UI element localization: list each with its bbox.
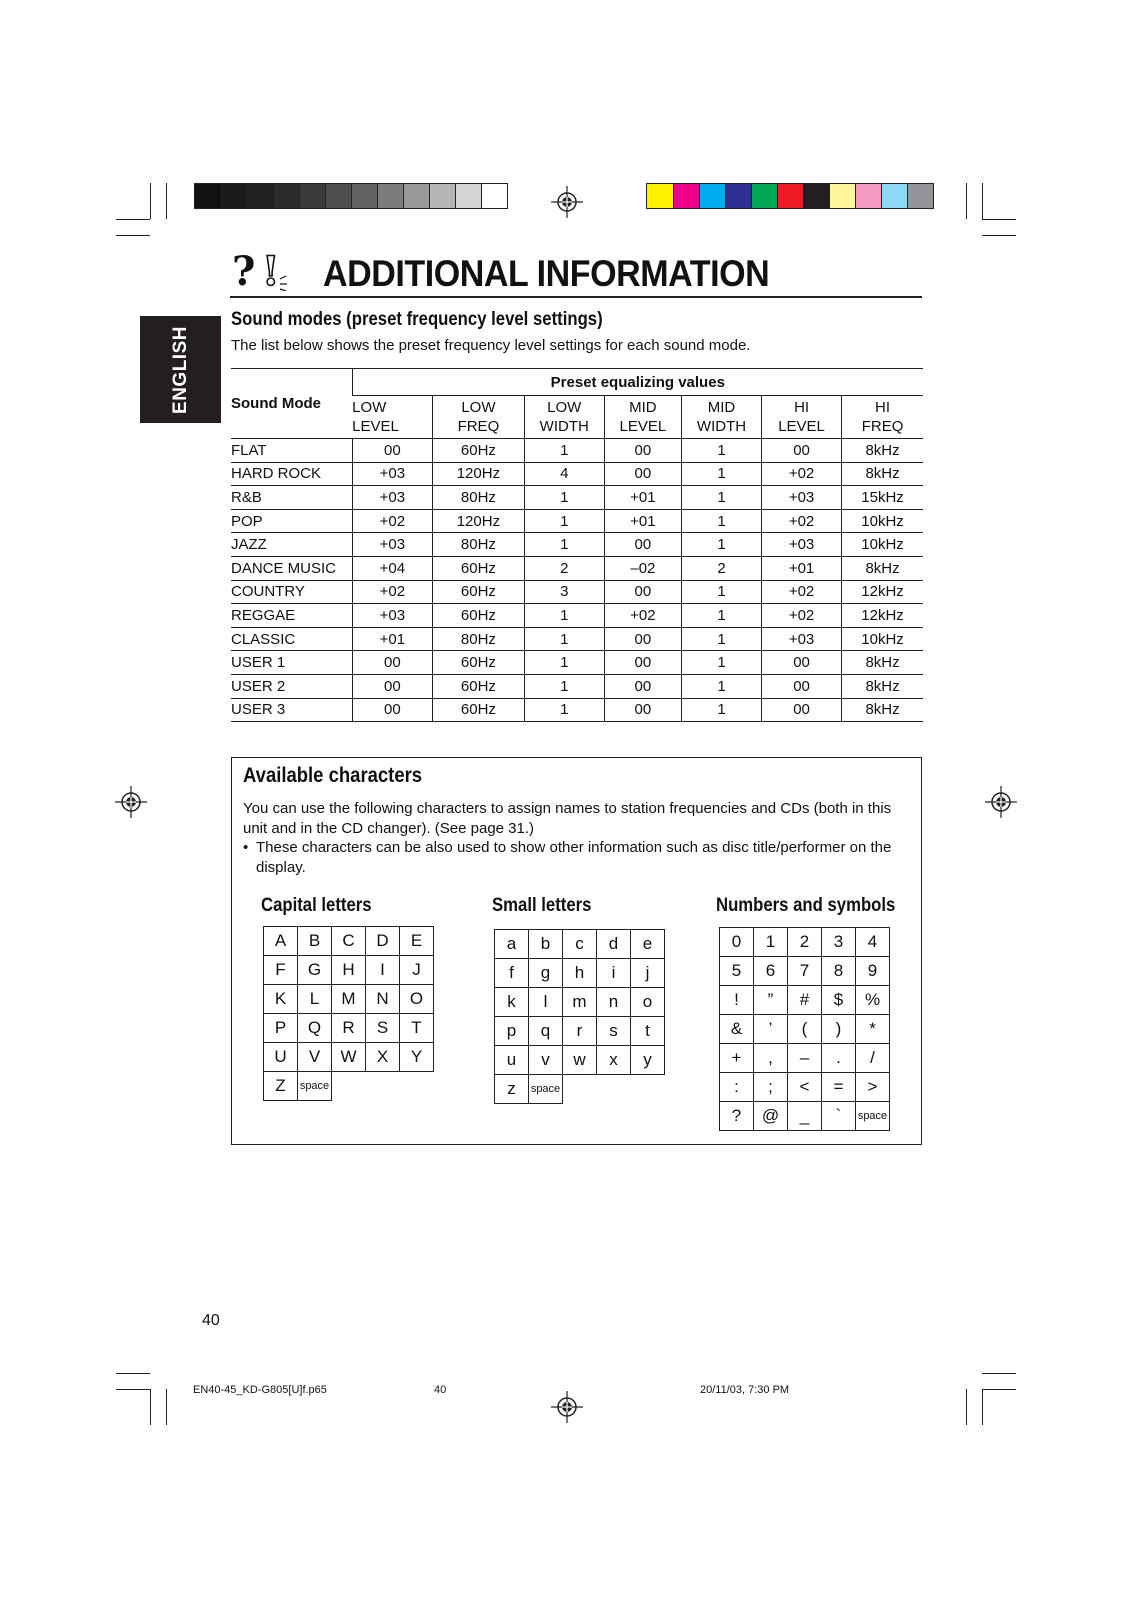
column-header-line: LOW: [547, 399, 582, 416]
character-cell: K: [264, 985, 298, 1014]
preset-value-cell: 1: [524, 439, 604, 463]
character-cell: ’: [754, 1015, 788, 1044]
preset-value-cell: 00: [604, 651, 681, 675]
character-cell: T: [400, 1014, 434, 1043]
character-cell: Q: [298, 1014, 332, 1043]
registration-mark-icon: [551, 1391, 583, 1423]
color-swatch: [455, 184, 481, 208]
character-cell: ?: [720, 1102, 754, 1131]
table-row: [231, 556, 923, 580]
table-row: [231, 533, 923, 557]
sound-modes-heading: Sound modes (preset frequency level settings): [231, 309, 603, 330]
preset-value-cell: 1: [681, 698, 761, 722]
grid-row: [720, 1073, 890, 1102]
preset-value-cell: +03: [352, 533, 433, 557]
character-cell: v: [529, 1046, 563, 1075]
sound-mode-name: JAZZ: [231, 536, 267, 554]
character-cell: d: [597, 930, 631, 959]
preset-value-cell: 00: [604, 462, 681, 486]
preset-value-cell: 3: [524, 580, 604, 604]
grid-row: [720, 957, 890, 986]
table-row: [231, 580, 923, 604]
preset-value-cell: 15kHz: [842, 486, 923, 510]
preset-value-cell: 00: [352, 674, 433, 698]
empty-cell: [400, 1072, 434, 1101]
preset-column-header: [842, 396, 923, 439]
preset-value-cell: +02: [352, 509, 433, 533]
grid-row: [720, 1102, 890, 1131]
table-row: [231, 439, 923, 463]
column-header-line: FREQ: [861, 418, 904, 435]
character-cell: ): [822, 1015, 856, 1044]
color-swatch: [429, 184, 455, 208]
preset-value-cell: 60Hz: [433, 604, 525, 628]
preset-value-cell: +02: [762, 604, 842, 628]
empty-cell: [597, 1075, 631, 1104]
color-swatch: [881, 184, 907, 208]
capital-letters-grid: [263, 926, 434, 1101]
grid-row: [264, 1014, 434, 1043]
character-cell: l: [529, 988, 563, 1017]
preset-value-cell: 1: [681, 651, 761, 675]
character-cell: space: [856, 1102, 890, 1131]
character-cell: e: [631, 930, 665, 959]
column-header-line: MID: [707, 399, 736, 416]
preset-value-cell: 10kHz: [842, 533, 923, 557]
preset-value-cell: +04: [352, 556, 433, 580]
preset-value-cell: 00: [604, 580, 681, 604]
preset-value-cell: 80Hz: [433, 627, 525, 651]
character-cell: ,: [754, 1044, 788, 1073]
character-cell: ”: [754, 986, 788, 1015]
color-swatch: [221, 184, 247, 208]
character-cell: g: [529, 959, 563, 988]
preset-value-cell: 1: [524, 604, 604, 628]
preset-value-cell: 60Hz: [433, 674, 525, 698]
character-cell: Y: [400, 1043, 434, 1072]
grid-row: [495, 930, 665, 959]
preset-column-header: [524, 396, 604, 439]
character-cell: E: [400, 927, 434, 956]
character-cell: o: [631, 988, 665, 1017]
preset-value-cell: +03: [352, 486, 433, 510]
preset-value-cell: 120Hz: [433, 462, 525, 486]
preset-value-cell: 1: [681, 604, 761, 628]
character-cell: $: [822, 986, 856, 1015]
preset-value-cell: 00: [352, 439, 433, 463]
numbers-symbols-title: Numbers and symbols: [716, 895, 896, 916]
sound-mode-name: HARD ROCK: [231, 465, 322, 483]
preset-value-cell: 00: [604, 674, 681, 698]
column-header-line: HI: [794, 399, 810, 416]
character-cell: i: [597, 959, 631, 988]
character-cell: 7: [788, 957, 822, 986]
sound-mode-name: DANCE MUSIC: [231, 559, 337, 577]
color-swatch: [273, 184, 299, 208]
grid-row: [720, 1015, 890, 1044]
color-swatch: [247, 184, 273, 208]
character-cell: h: [563, 959, 597, 988]
preset-value-cell: 00: [352, 651, 433, 675]
character-cell: w: [563, 1046, 597, 1075]
character-cell: M: [332, 985, 366, 1014]
preset-value-cell: 10kHz: [842, 509, 923, 533]
empty-cell: [366, 1072, 400, 1101]
sound-mode-name: POP: [231, 512, 263, 530]
preset-value-cell: 8kHz: [842, 651, 923, 675]
preset-value-cell: 1: [524, 651, 604, 675]
preset-value-cell: +02: [762, 462, 842, 486]
preset-value-cell: 80Hz: [433, 533, 525, 557]
available-characters-intro: You can use the following characters to assign names to station frequencies and CDs (both in this unit and in the CD changer). (See page 31.): [243, 800, 892, 837]
character-cell: 3: [822, 928, 856, 957]
gray-scale-bar: [194, 183, 508, 209]
bullet-marker: •: [243, 839, 249, 856]
sound-mode-name: CLASSIC: [231, 630, 296, 648]
table-row: [231, 509, 923, 533]
character-cell: r: [563, 1017, 597, 1046]
preset-value-cell: +02: [604, 604, 681, 628]
preset-value-cell: 1: [681, 462, 761, 486]
character-cell: 4: [856, 928, 890, 957]
character-cell: &: [720, 1015, 754, 1044]
title-rule: [230, 296, 922, 298]
preset-value-cell: 00: [604, 533, 681, 557]
preset-value-cell: 00: [352, 698, 433, 722]
character-cell: c: [563, 930, 597, 959]
preset-value-cell: +02: [762, 580, 842, 604]
character-cell: S: [366, 1014, 400, 1043]
column-header-line: LEVEL: [619, 418, 667, 435]
character-cell: x: [597, 1046, 631, 1075]
preset-value-cell: 60Hz: [433, 651, 525, 675]
table-row: [231, 486, 923, 510]
column-header-line: LOW: [352, 399, 387, 416]
preset-value-cell: 60Hz: [433, 556, 525, 580]
preset-value-cell: 1: [681, 627, 761, 651]
character-cell: m: [563, 988, 597, 1017]
character-cell: k: [495, 988, 529, 1017]
grid-row: [720, 928, 890, 957]
preset-value-cell: 1: [681, 533, 761, 557]
color-swatch: [855, 184, 881, 208]
character-cell: L: [298, 985, 332, 1014]
preset-value-cell: +01: [762, 556, 842, 580]
character-cell: #: [788, 986, 822, 1015]
sound-mode-name: USER 3: [231, 701, 286, 719]
character-cell: W: [332, 1043, 366, 1072]
preset-group-header: Preset equalizing values: [352, 369, 923, 396]
preset-value-cell: 8kHz: [842, 556, 923, 580]
preset-value-cell: 00: [604, 439, 681, 463]
grid-row: [264, 956, 434, 985]
color-swatch: [725, 184, 751, 208]
color-swatch: [699, 184, 725, 208]
character-cell: O: [400, 985, 434, 1014]
column-header-line: LEVEL: [778, 418, 825, 435]
color-swatch: [751, 184, 777, 208]
color-swatch: [803, 184, 829, 208]
preset-value-cell: 2: [681, 556, 761, 580]
color-swatch: [403, 184, 429, 208]
grid-row: [264, 985, 434, 1014]
column-header-line: LOW: [461, 399, 496, 416]
character-cell: a: [495, 930, 529, 959]
preset-value-cell: 60Hz: [433, 439, 525, 463]
page-number: 40: [202, 1312, 220, 1329]
character-cell: p: [495, 1017, 529, 1046]
small-letters-grid: [494, 929, 665, 1104]
table-row: [231, 674, 923, 698]
registration-mark-icon: [551, 186, 583, 218]
preset-value-cell: 00: [762, 674, 842, 698]
sound-modes-intro: The list below shows the preset frequency level settings for each sound mode.: [231, 337, 751, 354]
color-swatch: [299, 184, 325, 208]
character-cell: U: [264, 1043, 298, 1072]
character-cell: %: [856, 986, 890, 1015]
preset-value-cell: 4: [524, 462, 604, 486]
preset-value-cell: +02: [762, 509, 842, 533]
preset-value-cell: 1: [524, 674, 604, 698]
preset-value-cell: 1: [681, 509, 761, 533]
preset-value-cell: +02: [352, 580, 433, 604]
character-cell: J: [400, 956, 434, 985]
character-cell: *: [856, 1015, 890, 1044]
page-title: ADDITIONAL INFORMATION: [323, 253, 770, 294]
character-cell: D: [366, 927, 400, 956]
character-cell: 0: [720, 928, 754, 957]
preset-value-cell: 00: [762, 439, 842, 463]
character-cell: @: [754, 1102, 788, 1131]
question-exclamation-icon: [232, 249, 290, 291]
character-cell: Z: [264, 1072, 298, 1101]
registration-mark-icon: [985, 786, 1017, 818]
color-swatch: [647, 184, 673, 208]
preset-column-header: [352, 396, 433, 439]
character-cell: 9: [856, 957, 890, 986]
preset-value-cell: +03: [762, 627, 842, 651]
grid-row: [264, 1072, 434, 1101]
character-cell: !: [720, 986, 754, 1015]
preset-value-cell: 8kHz: [842, 462, 923, 486]
character-cell: b: [529, 930, 563, 959]
character-cell: `: [822, 1102, 856, 1131]
preset-value-cell: 00: [762, 698, 842, 722]
character-cell: :: [720, 1073, 754, 1102]
character-cell: 2: [788, 928, 822, 957]
sound-mode-name: R&B: [231, 488, 262, 506]
grid-row: [720, 986, 890, 1015]
preset-value-cell: 2: [524, 556, 604, 580]
character-cell: u: [495, 1046, 529, 1075]
preset-value-cell: 60Hz: [433, 698, 525, 722]
table-row: [231, 462, 923, 486]
character-cell: >: [856, 1073, 890, 1102]
grid-row: [495, 1046, 665, 1075]
preset-value-cell: 8kHz: [842, 674, 923, 698]
preset-value-cell: 1: [681, 439, 761, 463]
color-swatch: [351, 184, 377, 208]
character-cell: ;: [754, 1073, 788, 1102]
language-tab: [140, 316, 221, 423]
color-scale-bar: [646, 183, 934, 209]
character-cell: t: [631, 1017, 665, 1046]
character-cell: =: [822, 1073, 856, 1102]
character-cell: 5: [720, 957, 754, 986]
character-cell: (: [788, 1015, 822, 1044]
preset-value-cell: 8kHz: [842, 698, 923, 722]
table-row: [231, 651, 923, 675]
character-cell: G: [298, 956, 332, 985]
preset-column-header: [604, 396, 681, 439]
character-cell: V: [298, 1043, 332, 1072]
sound-mode-name: FLAT: [231, 441, 267, 459]
registration-mark-icon: [115, 786, 147, 818]
language-tab-label: ENGLISH: [169, 325, 191, 414]
preset-value-cell: 10kHz: [842, 627, 923, 651]
grid-row: [495, 959, 665, 988]
capital-letters-title: Capital letters: [261, 895, 372, 916]
grid-row: [495, 1017, 665, 1046]
column-header-line: WIDTH: [539, 418, 589, 435]
available-characters-heading: Available characters: [243, 764, 423, 787]
character-cell: j: [631, 959, 665, 988]
table-row: [231, 604, 923, 628]
empty-cell: [332, 1072, 366, 1101]
small-letters-title: Small letters: [492, 895, 592, 916]
preset-header-row: [231, 369, 923, 396]
footer-page: 40: [434, 1384, 447, 1396]
character-cell: z: [495, 1075, 529, 1104]
character-cell: /: [856, 1044, 890, 1073]
preset-value-cell: –02: [604, 556, 681, 580]
sound-mode-name: USER 1: [231, 654, 286, 672]
grid-row: [720, 1044, 890, 1073]
table-row: [231, 698, 923, 722]
color-swatch: [195, 184, 221, 208]
preset-value-cell: 80Hz: [433, 486, 525, 510]
character-cell: N: [366, 985, 400, 1014]
preset-value-cell: 1: [681, 486, 761, 510]
preset-value-cell: 12kHz: [842, 580, 923, 604]
preset-value-cell: +03: [762, 486, 842, 510]
svg-text:?: ?: [232, 249, 256, 291]
preset-column-header: [681, 396, 761, 439]
character-cell: –: [788, 1044, 822, 1073]
character-cell: H: [332, 956, 366, 985]
preset-value-cell: +01: [604, 486, 681, 510]
preset-value-cell: +01: [604, 509, 681, 533]
svg-text:!: !: [262, 249, 280, 291]
available-characters-bullet: These characters can be also used to show other information such as disc title/performer on the display.: [256, 839, 892, 876]
character-cell: <: [788, 1073, 822, 1102]
color-swatch: [829, 184, 855, 208]
preset-value-cell: +01: [352, 627, 433, 651]
empty-cell: [631, 1075, 665, 1104]
preset-column-header: [762, 396, 842, 439]
color-swatch: [377, 184, 403, 208]
character-cell: f: [495, 959, 529, 988]
color-swatch: [325, 184, 351, 208]
empty-cell: [563, 1075, 597, 1104]
preset-column-header: [433, 396, 525, 439]
sound-mode-name: USER 2: [231, 677, 286, 695]
character-cell: 8: [822, 957, 856, 986]
column-header-line: MID: [629, 399, 657, 416]
preset-value-cell: +03: [352, 462, 433, 486]
column-header-line: LEVEL: [352, 418, 399, 435]
preset-table: [231, 368, 923, 722]
numbers-symbols-grid: [719, 927, 890, 1131]
preset-value-cell: 00: [762, 651, 842, 675]
preset-value-cell: 1: [524, 509, 604, 533]
character-cell: .: [822, 1044, 856, 1073]
preset-value-cell: 1: [524, 627, 604, 651]
character-cell: P: [264, 1014, 298, 1043]
footer-timestamp: 20/11/03, 7:30 PM: [700, 1384, 790, 1396]
character-cell: space: [298, 1072, 332, 1101]
grid-row: [264, 1043, 434, 1072]
preset-value-cell: 1: [524, 533, 604, 557]
character-cell: _: [788, 1102, 822, 1131]
sound-mode-name: REGGAE: [231, 606, 296, 624]
preset-value-cell: 120Hz: [433, 509, 525, 533]
preset-value-cell: 1: [681, 580, 761, 604]
preset-value-cell: 00: [604, 627, 681, 651]
character-cell: space: [529, 1075, 563, 1104]
preset-value-cell: 60Hz: [433, 580, 525, 604]
column-header-line: WIDTH: [696, 418, 747, 435]
table-row: [231, 627, 923, 651]
preset-value-cell: 1: [681, 674, 761, 698]
footer-filename: EN40-45_KD-G805[U]f.p65: [193, 1384, 327, 1396]
character-cell: s: [597, 1017, 631, 1046]
character-cell: 1: [754, 928, 788, 957]
character-cell: n: [597, 988, 631, 1017]
character-cell: X: [366, 1043, 400, 1072]
character-cell: +: [720, 1044, 754, 1073]
preset-value-cell: 00: [604, 698, 681, 722]
preset-value-cell: 1: [524, 698, 604, 722]
character-cell: F: [264, 956, 298, 985]
sound-mode-column-header: Sound Mode: [231, 369, 352, 439]
preset-value-cell: 12kHz: [842, 604, 923, 628]
grid-row: [264, 927, 434, 956]
character-cell: R: [332, 1014, 366, 1043]
preset-value-cell: +03: [352, 604, 433, 628]
character-cell: I: [366, 956, 400, 985]
character-cell: y: [631, 1046, 665, 1075]
character-cell: A: [264, 927, 298, 956]
preset-value-cell: 8kHz: [842, 439, 923, 463]
grid-row: [495, 988, 665, 1017]
color-swatch: [673, 184, 699, 208]
sound-mode-name: COUNTRY: [231, 583, 305, 601]
column-header-line: HI: [875, 399, 891, 416]
grid-row: [495, 1075, 665, 1104]
color-swatch: [481, 184, 507, 208]
character-cell: C: [332, 927, 366, 956]
preset-value-cell: 1: [524, 486, 604, 510]
character-cell: 6: [754, 957, 788, 986]
character-cell: q: [529, 1017, 563, 1046]
column-header-line: FREQ: [457, 418, 500, 435]
character-cell: B: [298, 927, 332, 956]
preset-value-cell: +03: [762, 533, 842, 557]
color-swatch: [777, 184, 803, 208]
color-swatch: [907, 184, 933, 208]
